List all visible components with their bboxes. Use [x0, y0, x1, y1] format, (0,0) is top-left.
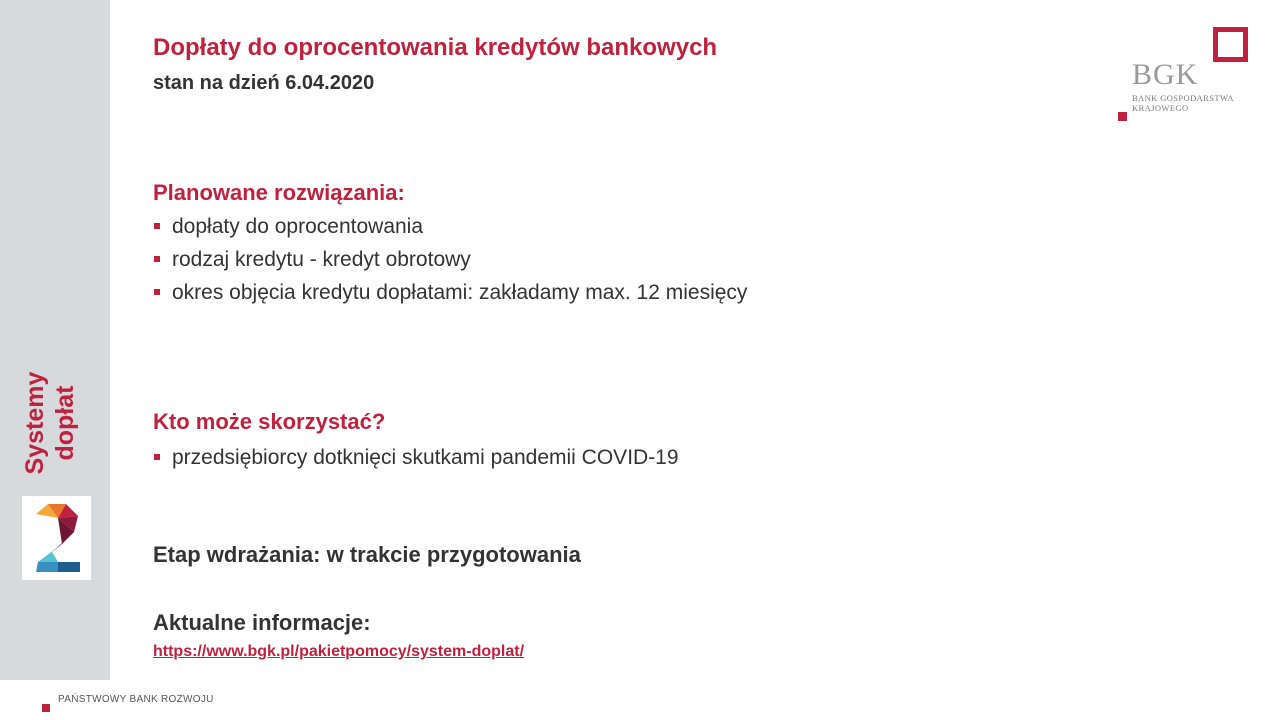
who-can-benefit-list: [153, 441, 679, 474]
list-item: dopłaty do oprocentowania: [153, 210, 747, 243]
sidebar-label-line1: Systemy: [21, 371, 49, 475]
page-subtitle: stan na dzień 6.04.2020: [153, 72, 375, 94]
logo-square-icon: [1118, 112, 1127, 121]
planned-solutions-list: [153, 210, 747, 309]
logo-sub-line2: KRAJOWEGO: [1132, 102, 1189, 113]
list-item: przedsiębiorcy dotknięci skutkami pandemii COVID-19: [153, 441, 679, 474]
number-two-icon: [22, 496, 91, 580]
sidebar-label-line2: dopłat: [51, 385, 79, 461]
current-info-heading: Aktualne informacje:: [153, 610, 371, 635]
logo-sub-line1: BANK GOSPODARSTWA: [1132, 93, 1234, 103]
sidebar-section-label: [20, 358, 94, 488]
bgk-logo: [1116, 26, 1256, 122]
section-number-badge: [22, 496, 91, 580]
logo-frame-icon: [1213, 27, 1248, 62]
list-item: okres objęcia kredytu dopłatami: zakładamy max. 12 miesięcy: [153, 276, 747, 309]
logo-name: BGK: [1132, 58, 1199, 91]
implementation-stage: Etap wdrażania: w trakcie przygotowania: [153, 542, 581, 567]
footer-square-icon: [42, 704, 50, 712]
who-can-benefit-heading: Kto może skorzystać?: [153, 409, 386, 434]
page-title: Dopłaty do oprocentowania kredytów bankowych: [153, 34, 718, 61]
info-link[interactable]: https://www.bgk.pl/pakietpomocy/system-doplat/: [153, 643, 525, 660]
list-item: rodzaj kredytu - kredyt obrotowy: [153, 243, 747, 276]
logo-subtitle: [1132, 94, 1234, 113]
planned-solutions-heading: Planowane rozwiązania:: [153, 180, 405, 205]
footer-text: PAŃSTWOWY BANK ROZWOJU: [58, 694, 214, 705]
